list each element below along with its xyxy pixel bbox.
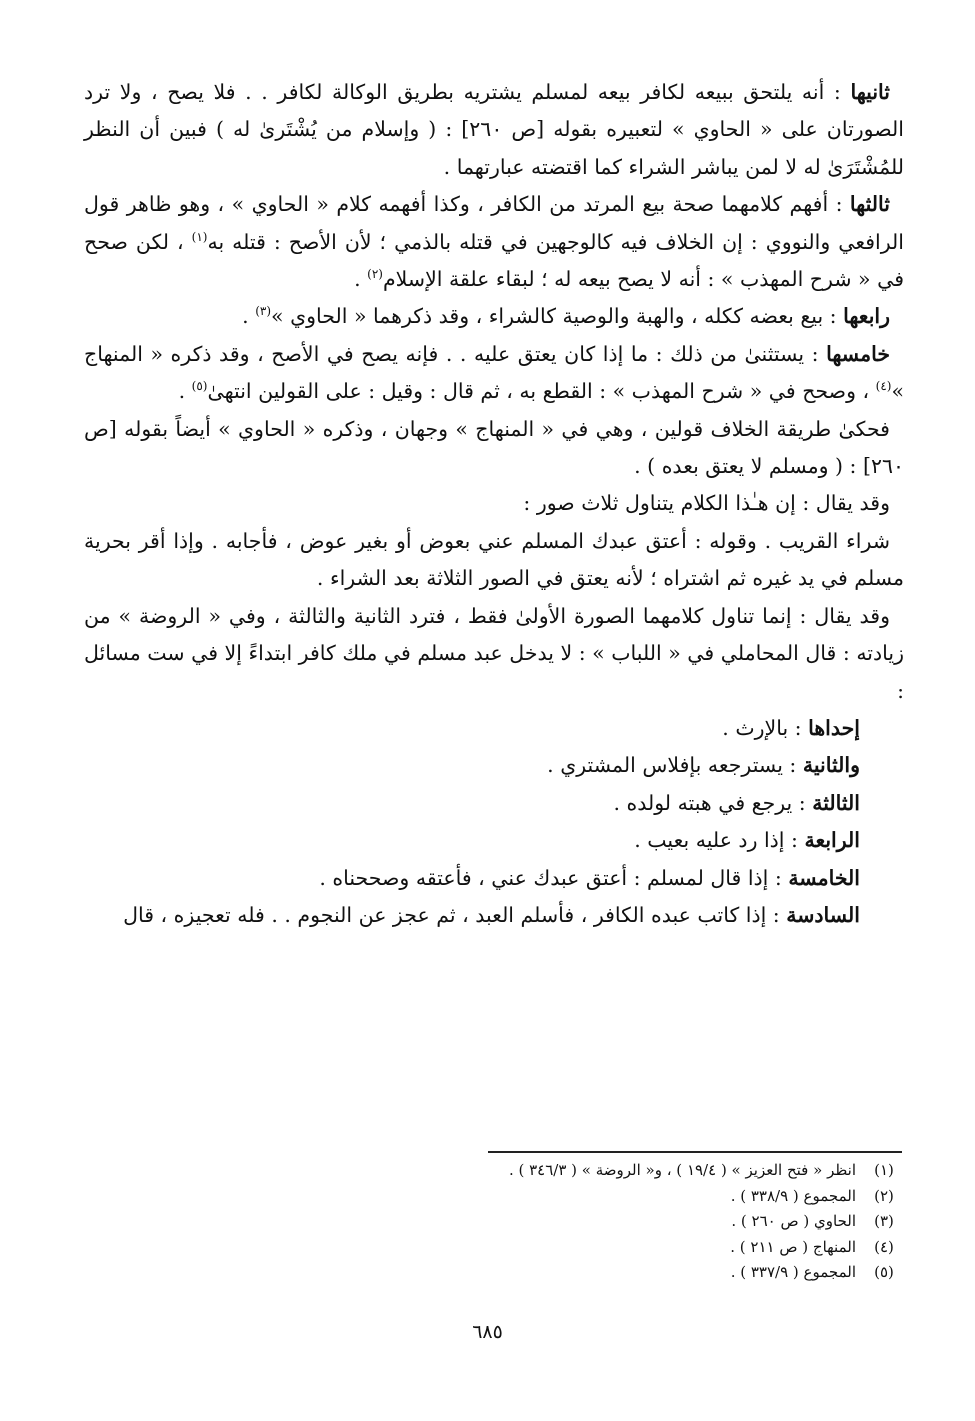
list-item-lead: والثانية [802,753,860,778]
footnote-number: (٢) [874,1186,894,1205]
paragraph-text: وقد يقال : إن هـٰذا الكلام يتناول ثلاث صور : [523,491,890,516]
list-item-lead: الرابعة [804,828,860,853]
footnote [84,1235,904,1261]
footnote-ref[interactable]: (١) [191,229,208,244]
footnote-ref[interactable]: (٥) [191,379,208,394]
paragraph-third: ثالثها : أفهم كلامهما صحة بيع المرتد من الكافر ، وكذا أفهمه كلام « الحاوي » ، وهو ظاهر قول الرافعي والنووي : إن الخلاف فيه كالوجهين في قتله بالذمي ؛ لأن الأصح : قتله به$^{(١)}$ ، لكن صحح في « شرح المهذب » : أنه لا يصح بيعه له ؛ لبقاء علقة الإسلام$^{(٢)}$ . [84,192,904,292]
main-text [84,74,904,934]
footnote-text: المجموع ( ٣٣٧/٩ ) . [730,1263,856,1282]
list-item: السادسة : إذا كاتب عبده الكافر ، فأسلم العبد ، ثم عجز عن النجوم . . فله تعجيزه ، قال [123,902,860,927]
paragraph-lead: خامسها [826,341,890,366]
footnote [84,1260,904,1286]
list-item-lead: الخامسة [788,865,860,890]
footnote-ref[interactable]: (٤) [875,379,892,394]
paragraph-text: فحكىٰ طريقة الخلاف قولين ، وهي في « المنهاج » وجهان ، وذكره « الحاوي » أيضاً بقوله [ص ٢٦٠] : ( ومسلم لا يعتق بعده ) . [84,416,904,479]
footnote-number: (١) [874,1161,894,1179]
footnote-text: انظر « فتح العزيز » ( ١٩/٤ ) ، و« الروضة » ( ٣٤٦/٣ ) . [508,1161,856,1179]
footnote [84,1184,904,1210]
paragraph-second: ثانيها : أنه يلتحق ببيعه لكافر بيعه لمسلم يشتريه بطريق الوكالة لكافر . . فلا يصح ، ولا ترد الصورتان على « الحاوي » لتعبيره بقوله [ص ٢٦٠] : ( وإسلام من يُشْتَرىٰ له ) فبين أن النظر للمُشْتَرَىٰ له لا لمن يباشر الشراء كما اقتضته عبارتهما . [84,80,904,179]
list-item-lead: الثالثة [812,790,860,815]
paragraph-text: شراء القريب . وقوله : أعتق عبدك المسلم عني بعوض أو بغير عوض ، فأجابه . وإذا أقر بحرية مسلم في يد غيره ثم اشتراه ؛ لأنه يعتق في الصور الثلاثة بعد الشراء . [84,528,904,591]
paragraph-fifth: خامسها : يستثنىٰ من ذلك : ما إذا كان يعتق عليه . . فإنه يصح في الأصح ، وقد ذكره « المنهاج »$^{(٤)}$ ، وصحح في « شرح المهذب » : القطع به ، ثم قال : وقيل : على القولين انتهىٰ$^{(٥)}$ . [84,341,904,404]
footnote-text: المنهاج ( ص ٢١١ ) . [730,1237,856,1256]
paragraph-lead: رابعها [843,304,890,329]
issues-list [84,710,904,934]
footnote [84,1209,904,1235]
list-item: الثالثة : يرجع في هبته لولده . [613,790,860,815]
list-item-lead: السادسة [786,902,860,927]
list-item: الخامسة : إذا قال لمسلم : أعتق عبدك عني ، فأعتقه وصححناه . [319,865,860,890]
footnote-ref[interactable]: (٣) [255,304,272,319]
paragraph-lead: ثانيها [850,80,890,104]
list-item: إحداها : بالإرث . [722,715,860,740]
list-item: الرابعة : إذا رد عليه بعيب . [634,828,860,853]
footnote-ref[interactable]: (٢) [367,267,383,282]
paragraph-lead: ثالثها [849,192,890,217]
list-item: والثانية : يسترجعه بإفلاس المشتري . [547,753,860,778]
footnote-number: (٤) [874,1237,894,1256]
footnote-text: المجموع ( ٣٣٨/٩ ) . [730,1186,856,1205]
footnotes [84,1158,904,1286]
paragraph-fourth: رابعها : بيع بعضه ككله ، والهبة والوصية كالشراء ، وقد ذكرهما « الحاوي »$^{(٣)}$ . [242,304,890,329]
footnote-divider [488,1151,902,1153]
footnote-number: (٥) [874,1263,894,1282]
paragraph-text: وقد يقال : إنما تناول كلامهما الصورة الأولىٰ فقط ، فترد الثانية والثالثة ، وفي « الروضة » من زيادته : قال المحاملي في « اللباب » : لا يدخل عبد مسلم في ملك كافر ابتداءً إلا في ست مسائل : [84,603,904,703]
footnote-number: (٣) [874,1212,894,1231]
footnote [84,1158,904,1184]
footnote-text: الحاوي ( ص ٢٦٠ ) . [731,1212,856,1231]
page-number: ٦٨٥ [472,1321,503,1343]
list-item-lead: إحداها [808,715,860,740]
